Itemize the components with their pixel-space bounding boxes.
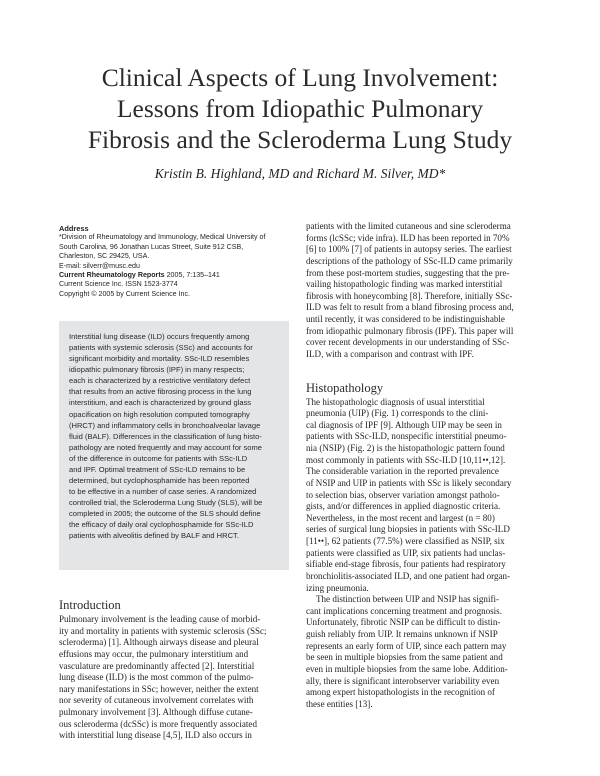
text-line: determined, but cyclophosphamide has been reported [69, 476, 250, 486]
text-line: patients with the limited cutaneous and sine scleroderma [306, 221, 511, 231]
issn-line: Current Science Inc. ISSN 1523-3774 [59, 280, 178, 289]
text-line: that results from an active fibrosing process in the lung [69, 387, 252, 397]
text-line: of the difference in outcome for patients with SSc-ILD [69, 453, 248, 463]
text-line: and IPF. Optimal treatment of SSc-ILD remains to be [69, 464, 246, 474]
text-line: guish reliably from UIP. It remains unknown if NSIP [306, 629, 498, 639]
text-line: patients with alveolitis defined by BALF and HRCT. [69, 531, 239, 541]
text-line: [11••], 62 patients (77.5%) were classified as NSIP, six [306, 536, 505, 546]
left-column [59, 598, 295, 742]
text-line: gists, and/or differences in applied diagnostic criteria. [306, 501, 501, 512]
text-line: ally, there is significant interobserver variability even [306, 675, 500, 686]
section-heading-introduction: Introduction [59, 598, 121, 612]
introduction-text [59, 614, 295, 742]
text-line: among expert histopathologists in the recognition of [306, 687, 495, 698]
journal-name: Current Rheumatology Reports [59, 271, 165, 280]
text-line: controlled trial, the Scleroderma Lung Study (SLS), will be [69, 498, 263, 508]
histopathology-paragraph [306, 594, 542, 710]
text-line: Interstitial lung disease (ILD) occurs frequently among [69, 332, 250, 341]
text-line: Pulmonary involvement is the leading cause of morbid- [59, 614, 261, 624]
text-line: The considerable variation in the reported prevalence [306, 466, 499, 477]
address-line: South Carolina, 96 Jonathan Lucas Street, Suite 912 CSB, [59, 242, 244, 251]
text-line: completed in 2005; the outcome of the SLS should define [69, 509, 261, 519]
text-line: patients with SSc-ILD, nonspecific interstitial pneumo- [306, 431, 507, 442]
introduction-continued-text [306, 221, 542, 361]
text-line: fluid (BALF). Differences in the classification of lung histo- [69, 431, 262, 441]
text-line: patients were classified as UIP, six patients had unclas- [306, 547, 506, 558]
journal-citation [59, 271, 289, 280]
text-line: nia (NSIP) (Fig. 2) is the histopathologic pattern found [306, 443, 505, 453]
text-line: izing pneumonia. [306, 582, 369, 593]
text-line: ILD was felt to result from a bland fibrosing process and, [306, 302, 514, 313]
text-line: Unfortunately, fibrotic NSIP can be difficult to distin- [306, 617, 501, 628]
right-column [306, 221, 542, 710]
address-label: Address [59, 224, 89, 233]
author-line: Kristin B. Highland, MD and Richard M. Silver, MD* [154, 166, 446, 181]
address-line: Charleston, SC 29425, USA. [59, 252, 150, 261]
text-line: represents an early form of UIP, since each pattern may [306, 640, 507, 651]
text-line: to selection bias, observer variation amongst patholo- [306, 489, 500, 500]
title-line: Clinical Aspects of Lung Involvement: [101, 63, 499, 92]
text-line: vasculature are predominantly affected [2]. Interstitial [59, 660, 255, 671]
text-line: forms (lcSSc; vide infra). ILD has been reported in 70% [306, 232, 510, 243]
histopathology-paragraph [306, 397, 542, 595]
text-line: lung disease (ILD) is the most common of the pulmo- [59, 672, 254, 683]
text-line: be seen in multiple biopsies from the same patient and [306, 652, 503, 663]
text-line: cover recent developments in our understanding of SSc- [306, 337, 510, 348]
address-line: E-mail: silverr@musc.edu [59, 261, 140, 270]
text-line: even in multiple biopsies from the same lobe. Addition- [306, 663, 508, 674]
text-line: these entities [13]. [306, 698, 373, 709]
paper-title [40, 62, 560, 155]
text-line: nor severity of cutaneous involvement correlates with [59, 695, 254, 706]
text-line: effusions may occur, the pulmonary interstitium and [59, 648, 249, 659]
title-line: Lessons from Idiopathic Pulmonary [116, 94, 484, 123]
text-line: series of surgical lung biopsies in patients with SSc-ILD [306, 524, 510, 535]
text-line: cant implications concerning treatment and prognosis. [306, 605, 502, 616]
text-line: each is characterized by a restrictive ventilatory defect [69, 376, 251, 386]
text-line: (HRCT) and inflammatory cells in bronchoalveolar lavage [69, 420, 261, 430]
text-line: The histopathologic diagnosis of usual interstitial [306, 396, 485, 407]
text-line: The distinction between UIP and NSIP has signifi- [316, 594, 500, 605]
text-line: significant morbidity and mortality. SSc-ILD resembles [69, 354, 250, 364]
abstract-box [59, 321, 289, 570]
copyright-line: Copyright © 2005 by Current Science Inc. [59, 289, 191, 298]
text-line: idiopathic pulmonary fibrosis (IPF) in many respects; [69, 365, 245, 375]
text-line: the efficacy of daily oral cyclophosphamide for SSc-ILD [69, 520, 254, 530]
text-line: fibrosis with honeycombing [8]. Therefore, initially SSc- [306, 290, 513, 301]
text-line: ous scleroderma (dcSSc) is more frequently associated [59, 718, 257, 729]
text-line: interstitium, and each is characterized by ground glass [69, 398, 252, 408]
text-line: ILD, with a comparison and contrast with IPF. [306, 348, 474, 359]
text-line: ity and mortality in patients with systemic sclerosis (SSc; [59, 625, 267, 636]
text-line: of NSIP and UIP in patients with SSc is likely secondary [306, 477, 512, 488]
text-line: descriptions of the pathology of SSc-ILD came primarily [306, 255, 513, 266]
text-line: cal diagnosis of IPF [9]. Although UIP may be seen in [306, 419, 502, 430]
text-line: nary manifestations in SSc; however, neither the extent [59, 683, 259, 694]
address-line: *Division of Rheumatology and Immunology, Medical University of [59, 233, 266, 242]
text-line: opacification on high resolution computed tomography [69, 409, 250, 419]
text-line: until recently, it was considered to be indistinguishable [306, 314, 505, 324]
title-line: Fibrosis and the Scleroderma Lung Study [87, 125, 513, 154]
text-line: pneumonia (UIP) (Fig. 1) corresponds to the clini- [306, 408, 489, 419]
text-line: pathology are noted frequently and may account for some [69, 442, 262, 452]
text-line: to be effective in a number of case series. A randomized [69, 487, 257, 497]
text-line: most commonly in patients with SSc-ILD [10,11••,12]. [306, 454, 506, 465]
text-line: Nevertheless, in the most recent and largest (n = 80) [306, 512, 495, 523]
text-line: scleroderma) [1]. Although airways disease and pleural [59, 637, 259, 648]
section-heading-histopathology: Histopathology [306, 380, 384, 395]
text-line: from these post-mortem studies, suggesting that the pre- [306, 267, 510, 278]
text-line: from idiopathic pulmonary fibrosis (IPF). This paper will [306, 325, 514, 336]
text-line: vailing histopathologic finding was marked interstitial [306, 279, 503, 290]
text-line: with interstitial lung disease [4,5], ILD also occurs in [59, 730, 252, 741]
text-line: sifiable end-stage fibrosis, four patients had respiratory [306, 559, 506, 570]
journal-volume: 2005, 7:135–141 [164, 271, 220, 280]
text-line: bronchiolitis-associated ILD, and one patient had organ- [306, 570, 511, 581]
text-line: patients with systemic sclerosis (SSc) and accounts for [69, 343, 253, 353]
text-line: pulmonary involvement [3]. Although diffuse cutane- [59, 707, 253, 717]
article-metadata [59, 224, 289, 299]
text-line: [6] to 100% [7] of patients in autopsy series. The earliest [306, 244, 512, 255]
